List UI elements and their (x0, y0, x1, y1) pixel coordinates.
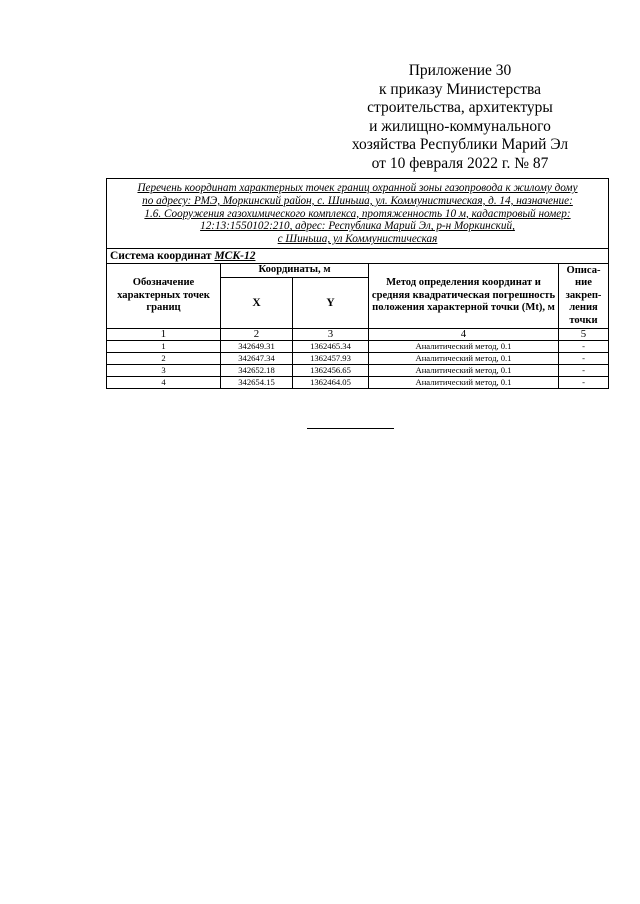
title-line: по адресу: РМЭ, Моркинский район, с. Шиньша, ул. Коммунистическая, д. 14, назначение: (142, 194, 573, 207)
cell-x: 342654.15 (221, 376, 293, 388)
header-y: Y (293, 277, 369, 328)
column-number: 1 (107, 328, 221, 340)
coordinates-table (106, 178, 609, 389)
cell-method: Аналитический метод, 0.1 (369, 364, 559, 376)
cell-method: Аналитический метод, 0.1 (369, 376, 559, 388)
header-method: Метод определения координат и средняя квадратическая погрешность положения характерной точки (Mt), м (369, 263, 559, 328)
column-number: 3 (293, 328, 369, 340)
cell-y: 1362457.93 (293, 352, 369, 364)
cell-x: 342652.18 (221, 364, 293, 376)
title-line: 12:13:1550102:210, адрес: Республика Марий Эл, р-н Моркинский, (200, 220, 515, 233)
cell-description: - (559, 376, 609, 388)
header-description: Описа-ние закреп-ления точки (559, 263, 609, 328)
title-line: Перечень координат характерных точек границ охранной зоны газопровода к жилому дому (137, 182, 578, 194)
appendix-line: и жилищно-коммунального (369, 117, 551, 135)
coordinate-system-row (107, 248, 609, 263)
appendix-line: к приказу Министерства (379, 80, 541, 98)
table-row (107, 340, 609, 352)
table-row (107, 352, 609, 364)
column-number: 4 (369, 328, 559, 340)
cell-y: 1362456.65 (293, 364, 369, 376)
appendix-line: Приложение 30 (408, 62, 512, 79)
title-line: 1.6. Сооружения газохимического комплекса, протяженность 10 м, кадастровый номер: (144, 207, 571, 220)
cell-y: 1362464.05 (293, 376, 369, 388)
cell-point: 1 (107, 340, 221, 352)
cell-x: 342647.34 (221, 352, 293, 364)
column-number: 2 (221, 328, 293, 340)
cell-x: 342649.31 (221, 340, 293, 352)
column-number: 5 (559, 328, 609, 340)
title-line: с Шиньша, ул Коммунистическая (277, 233, 438, 246)
table-row (107, 364, 609, 376)
cell-description: - (559, 364, 609, 376)
coordinate-system-label: Система координат (110, 249, 212, 262)
table-title (107, 179, 609, 249)
column-numbers-row (107, 328, 609, 340)
cell-description: - (559, 340, 609, 352)
header-coordinates: Координаты, м (221, 263, 369, 277)
appendix-line: хозяйства Республики Марий Эл (351, 136, 569, 154)
coordinate-system-value: МСК-12 (214, 249, 256, 262)
cell-point: 4 (107, 376, 221, 388)
cell-point: 3 (107, 364, 221, 376)
cell-description: - (559, 352, 609, 364)
cell-method: Аналитический метод, 0.1 (369, 340, 559, 352)
header-x: X (221, 277, 293, 328)
cell-method: Аналитический метод, 0.1 (369, 352, 559, 364)
appendix-line: от 10 февраля 2022 г. № 87 (371, 154, 549, 172)
cell-y: 1362465.34 (293, 340, 369, 352)
closing-rule (307, 428, 394, 429)
table-row (107, 376, 609, 388)
cell-point: 2 (107, 352, 221, 364)
header-point-designation: Обозначение характерных точек границ (107, 263, 221, 328)
appendix-header (330, 62, 590, 174)
appendix-line: строительства, архитектуры (367, 99, 553, 117)
